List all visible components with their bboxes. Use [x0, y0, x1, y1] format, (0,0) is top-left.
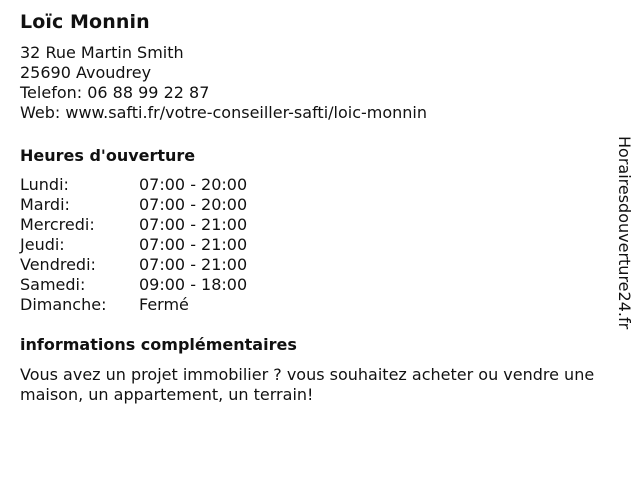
opening-hours-title: Heures d'ouverture	[20, 146, 196, 165]
hours-day: Jeudi:	[20, 235, 65, 254]
additional-info-text: Vous avez un projet immobilier ? vous souhaitez acheter ou vendre une maison, un appartement, un terrain!	[20, 365, 595, 404]
hours-day: Vendredi:	[20, 255, 96, 274]
hours-row-wednesday	[20, 215, 600, 235]
hours-time: 07:00 - 21:00	[139, 255, 248, 274]
hours-row-friday	[20, 255, 600, 275]
hours-day: Lundi:	[20, 175, 69, 194]
hours-time: 07:00 - 20:00	[139, 195, 248, 214]
hours-row-monday	[20, 175, 600, 195]
hours-day: Dimanche:	[20, 295, 107, 314]
hours-day: Mardi:	[20, 195, 70, 214]
hours-time: Fermé	[139, 295, 189, 314]
hours-time: 09:00 - 18:00	[139, 275, 248, 294]
address-street: 32 Rue Martin Smith	[20, 43, 184, 62]
side-brand-text: Horairesdouverture24.fr	[615, 136, 634, 330]
website-line: Web: www.safti.fr/votre-conseiller-safti/loic-monnin	[20, 103, 428, 122]
business-listing	[20, 10, 600, 405]
hours-row-sunday	[20, 295, 600, 315]
hours-row-saturday	[20, 275, 600, 295]
additional-info-title: informations complémentaires	[20, 335, 297, 354]
hours-time: 07:00 - 20:00	[139, 175, 248, 194]
hours-row-thursday	[20, 235, 600, 255]
hours-day: Mercredi:	[20, 215, 95, 234]
hours-time: 07:00 - 21:00	[139, 235, 248, 254]
hours-row-tuesday	[20, 195, 600, 215]
hours-time: 07:00 - 21:00	[139, 215, 248, 234]
phone-number: Telefon: 06 88 99 22 87	[20, 83, 210, 102]
hours-day: Samedi:	[20, 275, 86, 294]
business-name: Loïc Monnin	[20, 11, 150, 33]
address-city: 25690 Avoudrey	[20, 63, 152, 82]
opening-hours-list	[20, 175, 600, 315]
